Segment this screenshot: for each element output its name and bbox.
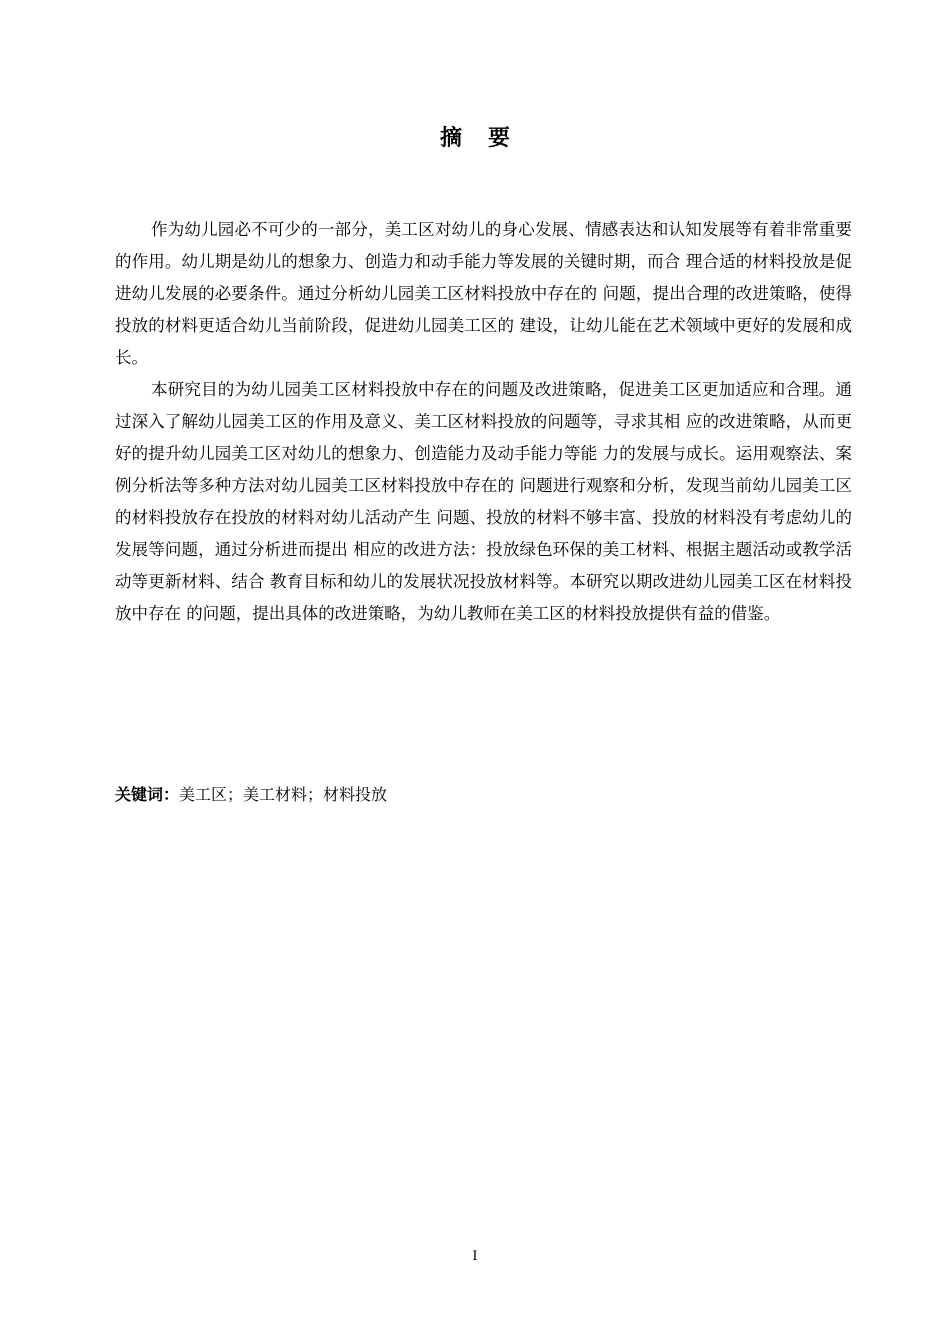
abstract-paragraph-1: 作为幼儿园必不可少的一部分，美工区对幼儿的身心发展、情感表达和认知发展等有着非常重要的作用。幼儿期是幼儿的想象力、创造力和动手能力等发展的关键时期，而合 理合适的材料投放是促进幼儿发展的必要条件。通过分析幼儿园美工区材料投放中存在的 问题，提出合理的改进策略，使得投放的材料更适合幼儿当前阶段，促进幼儿园美工区的 建设，让幼儿能在艺术领域中更好的发展和成长。 [115,220,852,367]
abstract-paragraph-2: 本研究目的为幼儿园美工区材料投放中存在的问题及改进策略，促进美工区更加适应和合理。通过深入了解幼儿园美工区的作用及意义、美工区材料投放的问题等，寻求其相 应的改进策略，从而更好的提升幼儿园美工区对幼儿的想象力、创造能力及动手能力等能 力的发展与成长。运用观察法、案例分析法等多种方法对幼儿园美工区材料投放中存在的 问题进行观察和分析，发现当前幼儿园美工区的材料投放存在投放的材料对幼儿活动产生 问题、投放的材料不够丰富、投放的材料没有考虑幼儿的发展等问题，通过分析进而提出 相应的改进方法：投放绿色环保的美工材料、根据主题活动或教学活动等更新材料、结合 教育目标和幼儿的发展状况投放材料等。本研究以期改进幼儿园美工区在材料投放中存在 的问题，提出具体的改进策略，为幼儿教师在美工区的材料投放提供有益的借鉴。 [115,380,852,623]
abstract-body [115,214,852,630]
page-title: 摘要 [439,126,536,151]
keywords-text: 美工区；美工材料；材料投放 [179,785,388,804]
keywords-label: 关键词： [115,785,180,804]
keywords-line [115,780,852,810]
page-number: I [472,1249,478,1264]
